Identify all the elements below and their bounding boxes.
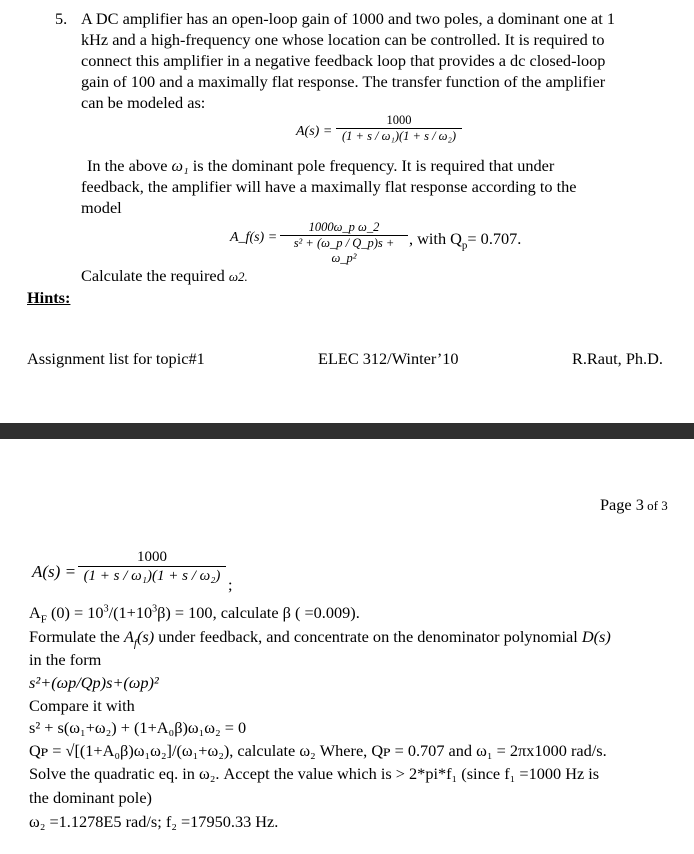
sol-solve-2: the dominant pole) [29,788,152,807]
sol-l2-af-sub: f [133,637,137,650]
problem-line-5: can be modeled as: [81,93,206,112]
eq2-tail-end: = 0.707. [467,229,522,248]
eq1-lhs: A(s) = [296,124,333,139]
page-divider [0,423,694,439]
sol-l1-sub: F [40,613,47,626]
calc-required [81,266,248,287]
page-number: 3 [635,495,644,514]
sol-line-2 [29,627,611,650]
sol-l1-a: A [29,603,41,622]
page-total: 3 [661,498,668,513]
sol-eq-fraction [78,548,226,586]
para2-text-a: In the above [87,156,172,175]
sol-eq-numerator: 1000 [137,549,167,565]
sol-line-3: in the form [29,650,102,669]
calc-text: Calculate the required [81,266,229,285]
sol-line-1 [29,603,360,626]
sol-l1-b: (0) = 10 [46,603,104,622]
sol-eq-tail: ; [228,575,233,594]
sol-eq-denominator: (1 + s / ω₁)(1 + s / ω₂) [83,568,221,584]
sol-l2-s: (s) [136,627,155,646]
problem-line-4: gain of 100 and a maximally flat response. The transfer function of the amplifier [81,72,606,91]
sol-l1-sup2: 3 [152,603,158,615]
eq1-fraction [336,113,462,144]
sol-form: s²+(ωp/Qp)s+(ωp)² [29,673,159,692]
page-prefix: Page [600,495,636,514]
hints-label: Hints: [27,288,71,307]
eq2-numerator: 1000ω_p ω_2 [308,220,380,234]
sol-eq-lhs: A(s) = [32,562,77,581]
problem-line-1: A DC amplifier has an open-loop gain of 1000 and two poles, a dominant one at 1 [81,9,616,28]
sol-qp-line: Qᴘ = √[(1+A₀β)ω₁ω₂]/(ω₁+ω₂), calculate ω₂ Where, Qᴘ = 0.707 and ω₁ = 2πx1000 rad/s. [29,741,607,760]
footer-center: ELEC 312/Winter’10 [318,349,459,368]
sol-l2-ds: D(s) [581,627,611,646]
eq2-tail [409,229,522,252]
para2-line-2: feedback, the amplifier will have a maximally flat response according to the [81,177,577,196]
footer-right: R.Raut, Ph.D. [572,349,663,368]
sol-eq-compare: s² + s(ω₁+ω₂) + (1+A₀β)ω₁ω₂ = 0 [29,718,247,737]
page-label [600,495,668,516]
problem-number: 5. [55,9,68,28]
sol-compare: Compare it with [29,696,135,715]
para2-line-1 [87,156,554,176]
sol-solve-1: Solve the quadratic eq. in ω₂. Accept the value which is > 2*pi*f₁ (since f₁ =1000 Hz is [29,764,600,783]
page-sep: of [643,498,662,513]
footer-left: Assignment list for topic#1 [27,349,205,368]
eq2-tail-sub: p [461,239,468,252]
sol-l2-a: Formulate the [29,627,124,646]
omega1-symbol: ω₁ [171,156,189,175]
eq2-denominator: s² + (ω_p / Q_p)s + ω_p² [293,236,395,265]
eq2-lhs: A_f(s) = [230,230,278,245]
eq2-fraction [280,220,408,266]
eq1-numerator: 1000 [386,113,412,127]
sol-l2-af: A [123,627,134,646]
eq2-tail-text: , with Q [409,229,462,248]
problem-line-2: kHz and a high-frequency one whose location can be controlled. It is required to [81,30,605,49]
para2-text-b: is the dominant pole frequency. It is required that under [188,156,555,175]
omega2-symbol: ω2. [228,269,248,284]
sol-result: ω₂ =1.1278E5 rad/s; f₂ =17950.33 Hz. [29,812,279,831]
sol-l1-sup1: 3 [103,603,109,615]
sol-l1-c: /(1+10 [108,603,153,622]
eq1-denominator: (1 + s / ω₁)(1 + s / ω₂) [341,129,457,143]
sol-l2-b: under feedback, and concentrate on the denominator polynomial [154,627,582,646]
para2-line-3: model [81,198,122,217]
problem-line-3: connect this amplifier in a negative feedback loop that provides a dc closed-loop [81,51,606,70]
sol-l1-d: β) = 100, calculate β ( =0.009). [157,603,360,622]
